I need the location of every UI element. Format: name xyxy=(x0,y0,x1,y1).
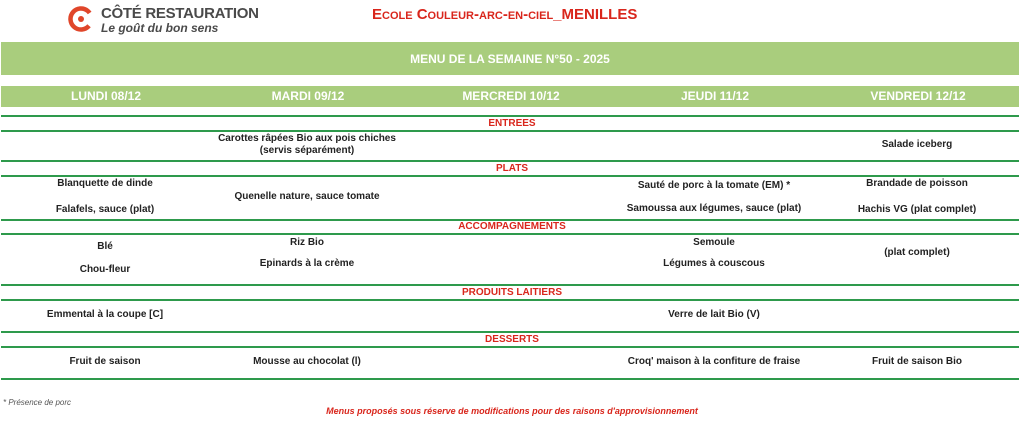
section-divider xyxy=(1,160,1019,162)
supply-disclaimer: Menus proposés sous réserve de modifications pour des raisons d'approvisionnement xyxy=(326,406,698,416)
school-title: Ecole Couleur-arc-en-ciel_MENILLES xyxy=(372,6,638,23)
section-divider xyxy=(1,115,1019,117)
section-divider xyxy=(1,130,1019,132)
day-header-vendredi: VENDREDI 12/12 xyxy=(870,89,966,103)
menu-item-accomp-lundi-1: Blé xyxy=(97,241,113,252)
menu-title-banner xyxy=(1,42,1019,75)
section-divider xyxy=(1,346,1019,348)
menu-item-dessert-lundi: Fruit de saison xyxy=(69,356,141,367)
menu-item-dessert-jeudi: Croq' maison à la confiture de fraise xyxy=(627,356,801,367)
menu-item-plat-mardi: Quenelle nature, sauce tomate xyxy=(234,191,380,202)
section-title-produits-laitiers: PRODUITS LAITIERS xyxy=(461,287,562,298)
menu-item-plat-lundi-1: Blanquette de dinde xyxy=(57,178,153,189)
menu-item-plat-lundi-2: Falafels, sauce (plat) xyxy=(55,204,155,215)
menu-item-entree-mardi-2: (servis séparément) xyxy=(259,145,355,156)
menu-item-laitier-lundi: Emmental à la coupe [C] xyxy=(46,309,164,320)
section-divider xyxy=(1,284,1019,286)
pork-footnote: * Présence de porc xyxy=(3,398,72,407)
section-divider xyxy=(1,233,1019,235)
menu-item-accomp-vendredi: (plat complet) xyxy=(884,247,950,258)
day-header-mardi: MARDI 09/12 xyxy=(271,89,345,103)
day-header-mercredi: MERCREDI 10/12 xyxy=(462,89,560,103)
menu-item-accomp-mardi-2: Epinards à la crème xyxy=(259,258,355,269)
menu-item-accomp-lundi-2: Chou-fleur xyxy=(79,264,131,275)
menu-item-plat-vendredi-1: Brandade de poisson xyxy=(866,178,968,189)
menu-item-dessert-mardi: Mousse au chocolat (l) xyxy=(253,356,361,367)
menu-item-plat-vendredi-2: Hachis VG (plat complet) xyxy=(857,204,977,215)
menu-item-laitier-jeudi: Verre de lait Bio (V) xyxy=(668,309,760,320)
section-title-desserts: DESSERTS xyxy=(485,334,539,345)
menu-item-accomp-jeudi-2: Légumes à couscous xyxy=(663,258,765,269)
menu-item-dessert-vendredi: Fruit de saison Bio xyxy=(871,356,962,367)
menu-item-entree-mardi-1: Carottes râpées Bio aux pois chiches xyxy=(218,133,396,144)
section-divider xyxy=(1,378,1019,380)
section-title-accompagnements: ACCOMPAGNEMENTS xyxy=(458,221,566,232)
menu-item-accomp-jeudi-1: Semoule xyxy=(693,237,735,248)
section-divider xyxy=(1,331,1019,333)
cote-restauration-logo-icon xyxy=(68,6,94,32)
section-title-entrees: ENTREES xyxy=(488,118,536,129)
day-header-lundi: LUNDI 08/12 xyxy=(70,89,142,103)
day-header-jeudi: JEUDI 11/12 xyxy=(680,89,750,103)
menu-title: MENU DE LA SEMAINE N°50 - 2025 xyxy=(410,51,610,66)
brand-name: CÔTÉ RESTAURATION xyxy=(101,5,259,22)
menu-item-accomp-mardi-1: Riz Bio xyxy=(290,237,324,248)
brand-tagline: Le goût du bon sens xyxy=(101,21,219,35)
days-header xyxy=(1,86,1019,107)
brand-logo xyxy=(68,4,268,34)
menu-item-plat-jeudi-2: Samoussa aux légumes, sauce (plat) xyxy=(626,203,802,214)
section-title-plats: PLATS xyxy=(495,163,529,174)
menu-item-plat-jeudi-1: Sauté de porc à la tomate (EM) * xyxy=(637,180,791,191)
section-divider xyxy=(1,299,1019,301)
menu-item-entree-vendredi: Salade iceberg xyxy=(881,139,953,150)
section-divider xyxy=(1,175,1019,177)
